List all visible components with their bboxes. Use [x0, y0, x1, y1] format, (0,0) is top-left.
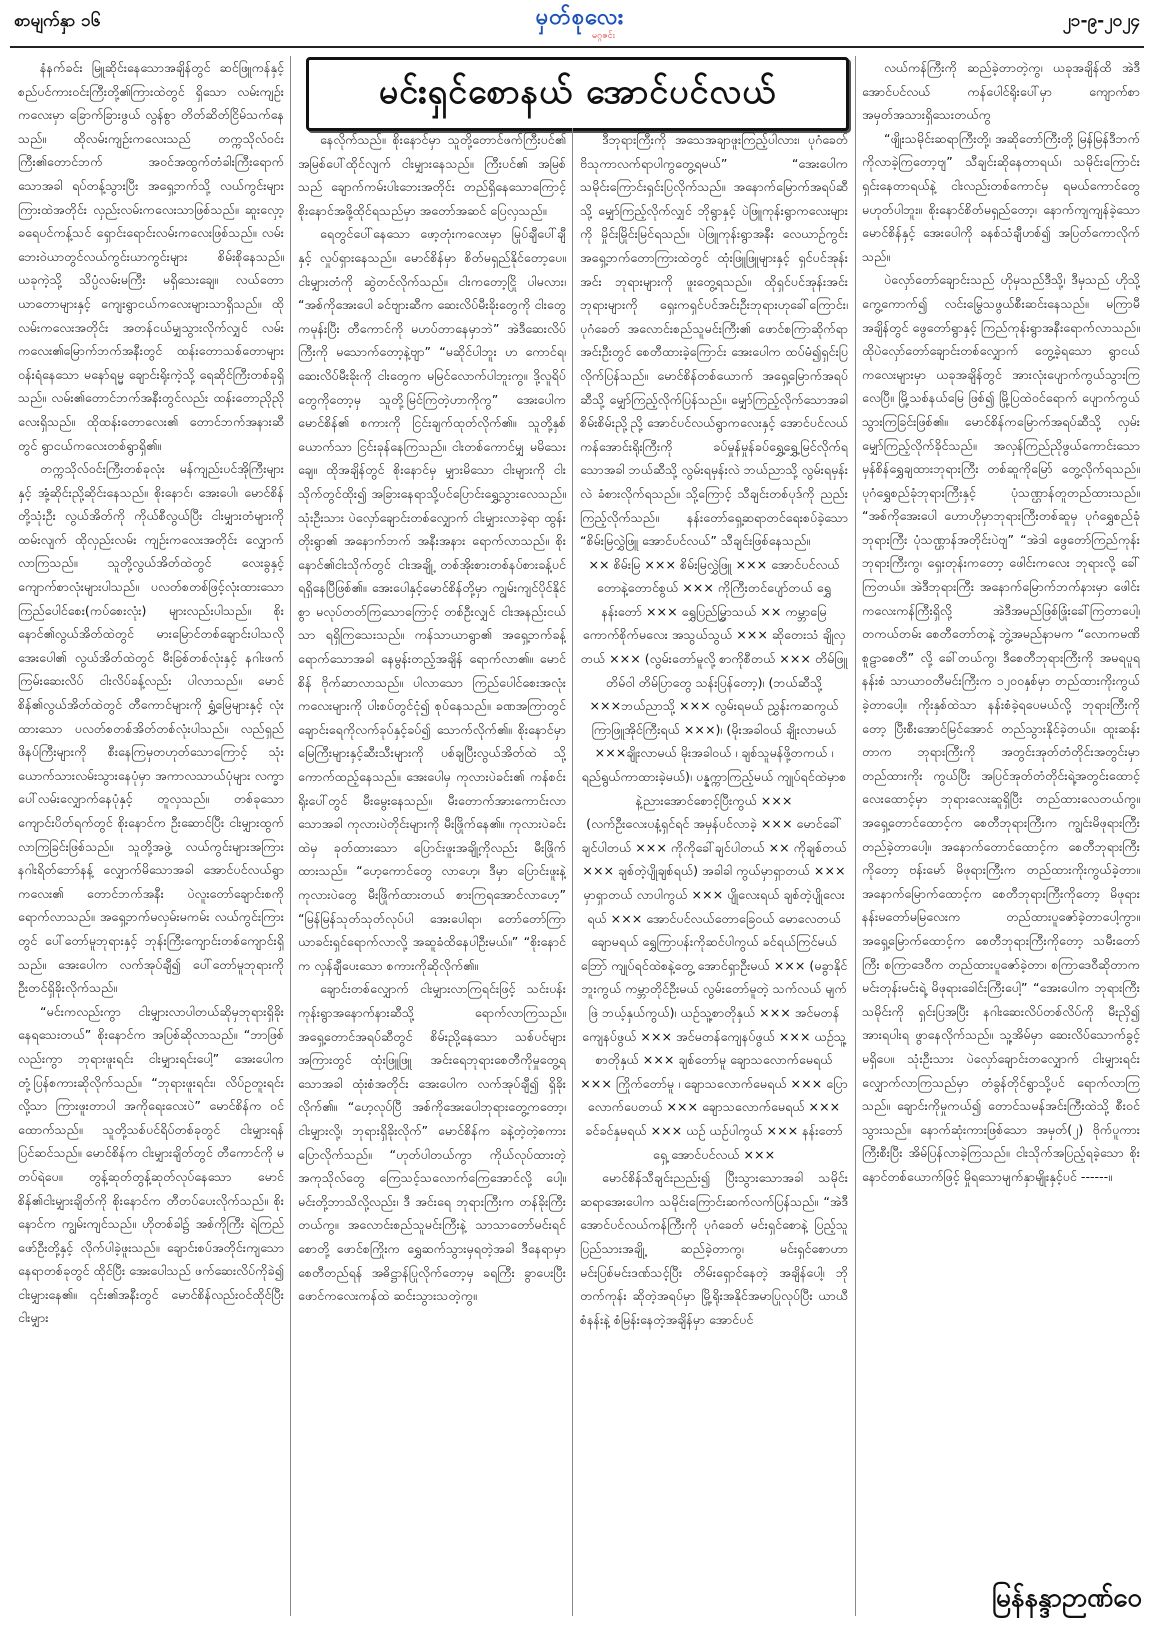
logo-text: မှတ်စုလေး — [535, 5, 625, 30]
author-byline: မြန်နန္ဒာဉာဏ်ဝေ — [991, 1583, 1142, 1613]
paragraph: ရေတွင်ပေါ်နေသော ဖော့တုံးကလေးမှာ မြုပ်ချီပေါ်ချီနှင့် လှုပ်ရှားနေသည်။ မောင်စိန်မှာ စိတ်မရှည်နိုင်တော့ပေ။ ငါးမျှားတံကို ဆွဲတင်လိုက်သည်။ ငါးကတော့ငြို ပါမလား၊ “အစ်ကိုအေးပေါ ခင်ဗျားဆီက ဆေးလိပ်မီးခိုးတွေကို ငါးတွေကမုန်းပြီး တီကောင်ကို မဟပ်တာနေမှာဘဲ” အဲဒီဆေးလိပ်ကြီးကို မသောက်တော့နဲ့ဗျာ” “မဆိုင်ပါဘူး ဟ ကောင်ရ၊ ဆေးလိပ်မီးခိုးကို ငါးတွေက မမြင်လောက်ပါဘူးကွ။ ဒို့လူရိပ်တွေကိုတော့မှ သူတို့မြင်ကြတဲ့ဟာကိုကွ” အေးပေါက မောင်စိန်၏ စကားကို ငြင်းချက်ထုတ်လိုက်၏။ သူတို့နှစ်ယောက်သာ ငြင်းခုန်နေကြသည်။ ငါးတစ်ကောင်မျှ မမိသေးချေ။ ထိုအချိန်တွင် စိုးနောင်မှ မျှားမိသော ငါးများကို ငါးသိုက်တွင်ထိုး၍ အခြားနေရာသို့ပင်ပြောင်းရွှေ့သွားလေသည်။ သုံးဦးသား ပဲလှော်ချောင်းတစ်လျှောက် ငါးမျှားလာခဲ့ရာ ထွန်းတိုးရွာ၏ အနောက်ဘက် အနီးအနား ရောက်လာသည်။ စိုးနောင်၏ငါးသိုက်တွင် ငါးအချို့ တစ်အိုးစားတစ်နပ်စားခန့်ပင် ရရှိနေပြီဖြစ်၏။ အေးပေါနှင့်မောင်စိန်တို့မှာ ကျွမ်းကျင်ပိုင်နိုင်စွာ မလုပ်တတ်ကြသောကြောင့် တစ်ဦးလျှင် ငါးအနည်းငယ်သာ ရရှိကြသေးသည်။ ကန်သာယာရွာ၏ အရှေ့ဘက်ခန့်ရောက်သောအခါ နေမွန်းတည့်အချိန် ရောက်လာ၏။ မောင်စိန် ဗိုက်ဆာလာသည်။ ပါလာသော ကြည်ပေါင်စေးအလုံးကလေးများကို ပါးစပ်တွင်ငုံ၍ စုပ်နေသည်။ ခဏအကြာတွင် ချောင်းရေကိုလက်ခုပ်နှင့်ခပ်၍ သောက်လိုက်၏။ စိုးနောင်မှာ မြေကြီးများနှင့်ဆီးသီးများကို ပစ်ချပြီးလွယ်အိတ်ထဲ သို့ကောက်ထည့်နေသည်။ အေးပေါမှ ကုလားပဲခင်း၏ ကန်စင်းရိုးပေါ်တွင် မီးမွေးနေသည်။ မီးတောက်အားကောင်းလာသောအခါ ကုလားပဲတိုင်းများကို မီးဖြိုက်နေ၏။ ကုလားပဲခင်းထဲမှ ခုတ်ထားသော ပြောင်းဖူးအချို့ကိုလည်း မီးဖြိုက်ထားသည်။ “ဟေ့ကောင်တွေ လာဟေ့၊ ဒီမှာ ပြောင်းဖူးနဲ့ကုလားပဲတွေ မီးဖြိုက်ထားတယ် စားကြရအောင်လာဟေ့” “မြန်မြန်သုတ်သုတ်လုပ်ပါ အေးပေါရာ၊ တော်တော်ကြာ ယာခင်းရှင်ရောက်လာလို့ အဆူခံထိနေပါဦးမယ်။” “စိုးနောင်က လှန်ချီပေးသော စကားကိုဆိုလိုက်၏။ — [298, 226, 566, 973]
logo-subtitle: မဂ္ဂဇင်း — [592, 31, 615, 41]
paragraph: ဒီဘုရားကြီးကို အသေအချာဖူးကြည့်ပါလား၊ ပုဂံခေတ်ဗိသုကာလက်ရာပါကွတွေ့ရမယ်” “အေးပေါက သမိုင်းကြောင်းရှင်းပြလိုက်သည်။ အနောက်မြောက်အရပ်ဆီသို့ မျှော်ကြည့်လိုက်လျှင် ဘိုရွာနှင့် ပဲဖြူကုန်းရွာကလေးများကို မှိုင်းမြိုင်းမြင်ရသည်။ ပဲဖြူကုန်းရွာအနီး လေယာဉ်ကွင်းအရှေ့ဘက်တောကြားထဲတွင် ထုံးဖြူဖြူများနှင့် ရှင်ပင်အုန်းအင်း ဘုရားများကို ဖူးတွေ့ရသည်။ ထိုရှင်ပင်အုန်းအင်း ဘုရားများကို ရှေးကရှင်ပင်အင်းဦးဘုရားဟုခေါ်ကြောင်း၊ ပုဂံခေတ် အလောင်းစည်သူမင်းကြီး၏ ဖောင်စကြာဆိုက်ရာအင်းဦးတွင် စေတီထားခဲ့ကြောင်း အေးပေါက ထပ်မံ၍ရှင်းပြလိုက်ပြန်သည်။ မောင်စိန်တစ်ယောက် အရှေ့မြောက်အရပ်ဆီသို့ မျှော်ကြည့်လိုက်ပြန်သည်။ မျှော်ကြည့်လိုက်သောအခါ စိမ်းစိမ်းညို့ညို့ အောင်ပင်လယ်ရွာကလေးနှင့် အောင်ပင်လယ်ကန်အောင်းရိုးကြီးကို ခပ်မှုန်မှုန်ခပ်ရွှေ့ရွှေ့မြင်လိုက်ရသောအခါ ဘယ်ဆီသို့ လွမ်းရမှန်းလဲ ဘယ်ညာသို့ လွမ်းရမှန်းလဲ ခံစားလိုက်ရသည်။ သို့ကြောင့် သီချင်းတစ်ပုဒ်ကို ညည်းကြည့်လိုက်သည်။ နန်းတော်ရှေ့ဆရာတင်ရေးစပ်ခဲ့သော “စိမ်းမြလွှဲဖြူ အောင်ပင်လယ်” သီချင်းဖြစ်နေသည်။ — [580, 132, 848, 549]
paragraph: “ဖျိုးသမိုင်းဆရာကြီးတို့၊ အဆိုတော်ကြီးတို့ မြန်မြန်ဒီဘက်ကိုလာခဲ့ကြတော့ဗျ” သီချင်းဆိုနေတာရယ်၊ သမိုင်းကြောင်းရှင်းနေတာရယ်နဲ့ ငါးလည်းတစ်ကောင်မှ ရမယ်ကောင်တွေ မဟုတ်ပါဘူး။ စိုးနောင်စိတ်မရှည်တော့၊ နောက်ကျကျန်ခဲ့သော မောင်စိန်နှင့် အေးပေါကို ခနစ်သံချီဟစ်၍ အပြတ်ကောလိုက်သည်။ — [862, 130, 1140, 264]
page-header — [0, 0, 1154, 50]
song-lyrics: ×× စိမ်းမြ ××× စိမ်းမြလွှဲဖြူ ××× အောင်ပင်လယ်တောနဲ့တောင်စွယ် ××× ကိုကြီးတင်ပျော်တယ် ရွှေနန်းတော် ××× ရွှေပြည်မြွှာသယ် ×× ကမ္ဘာမြေ ကောက်စိုက်မလေး အသွယ်သွယ် ××× ဆိုတေးသံ ချိုလှတယ် ××× (လွမ်းတော်မူလို့ စာကိုစီတယ် ××× တိမ်ဖြူတိမ်ဝါ တိမ်ပြာတွေ သန်းပြန်တော့)၊ (ဘယ်ဆီသို့ ×××ဘယ်ညာသို့ ××× လွမ်းရမယ် ညွှန်းကဆကွယ် ကြာဖြူအိုင်ကြီးရယ် ×××)၊ (မိုးအခါဝယ် ချိုးလာမယ် ×××ချိုးလာမယ် မိုးအခါဝယ် ၊ ချစ်သူမန်ဖို့တကယ် ၊ ရည်ရွယ်ကာထားခဲ့မယ်)၊ ပန္နက္ကာကြည့်မယ် ကျုပ်ရင်ထဲမှာစနဲ့ညားအောင်စောင့်ပြီးကွယ် ××× — [580, 556, 848, 808]
column-divider — [855, 56, 856, 1616]
paragraph: ချောင်းတစ်လျှောက် ငါးမျှားလာကြရင်းဖြင့် သင်းပန်းကုန်းရွာအနောက်နားဆီသို့ ရောက်လာကြသည်။ အရှေ့တောင်အရပ်ဆီတွင် စိမ်းညို့နေသော သစ်ပင်များအကြားတွင် ထုံးဖြူဖြူ အင်းရေဘုရားစေတီကိုမှုတွေ့ရသောအခါ ထုံးစံအတိုင်း အေးပေါက လက်အုပ်ချီ၍ ရှိခိုးလိုက်၏။ “ဟေ့လုပ်ပြီ အစ်ကိုအေးပေါဘုရားတွေ့ကတော့၊ ငါးမျှားလို့၊ ဘုရားရှိခိုးလိုက်” မောင်စိန်က ခနဲ့တဲ့တဲ့စကား ပြောလိုက်သည်။ “ဟုတ်ပါတယ်ကွာ ကိုယ်လုပ်ထားတဲ့ အကုသိုလ်တွေ ကြေသင့်သလောက်ကြေအောင်လို့ ပေါ့။ မင်းတို့ဘာသိလို့လည်း၊ ဒီ အင်းရေ ဘုရားကြီးက တန်ခိုးကြီးတယ်ကွ။ အလောင်းစည်သူမင်းကြီးနဲ့ သာသာတော်မင်းရင်စောတို့ ဖောင်စကြိုးက ရွှေဆက်သွားမှရတဲ့အခါ ဒီနေရာမှာ စေတီတည်ရန် အဓိဋ္ဌာန်ပြုလိုက်တော့မှ ခရကြီး ခွာပေးပြီး ဖောင်ကလေးကန်ထဲ ဆင်းသွားသတဲ့ကွ။ — [298, 981, 566, 1304]
paragraph: နေလိုက်သည်။ စိုးနောင်မှာ သူတို့တောင်ဖက်ကြီးပင်၏ အမြစ်ပေါ်ထိုင်လျက် ငါးမျှားနေသည်။ ကြီးပင်၏ အမြစ်သည် ချောက်ကမ်းပါးဘေးအတိုင်း တည်ရှိနေသောကြောင့် စိုးနောင်အဖို့ထိုင်ရသည်မှာ အတော်အဆင် ပြေလှသည်။ — [298, 132, 566, 218]
column-4 — [862, 56, 1140, 1576]
paragraph: နံနက်ခင်း မြူဆိုင်းနေသောအချိန်တွင် ဆင်ဖြူကန်နှင့် စည်ပင်ကားဝင်းကြီးတို့၏ကြားထဲတွင် ရှိသော လမ်းကျဉ်းကလေးမှာ ခြောက်ခြားဖွယ် လွန်စွာ တိတ်ဆိတ်ငြိမ်သက်နေသည်။ ထိုလမ်းကျဉ်းကလေးသည် တက္ကသိုလ်ဝင်းကြီး၏တောင်ဘက် အဝင်အထွက်တံခါးကြီးရောက်သောအခါ ရပ်တန့်သွားပြီး အရှေ့ဘက်သို့ လယ်ကွင်းများကြားထဲအတိုင်း လှည်းလမ်းကလေးသာဖြစ်သည်။ ဆူးလှော့ခရေပင်ကန့်သင် ရှောင်းရောင်းလမ်းကလေးဖြစ်သည်။ လမ်းဘေးဝဲယာတွင်လယ်ကွင်းယာကွင်းများ စိမ်းစိုနေသည်။ ယခုကဲ့သို့ သိပ္ပံလမ်းမကြီး မရှိသေးချေ။ လယ်တောယာတောများနှင့် ကျေးရွာငယ်ကလေးများသာရှိသည်။ ထိုလမ်းကလေးအတိုင်း အတန်ငယ်မျှသွားလိုက်လျှင် လမ်းကလေး၏မြောက်ဘက်အနီးတွင် ထန်းတောသစ်တောများ ဝန်းရံနေသော မနော်ရမ္မ ချောင်းရိုးကဲ့သို့ ရေဆိုင်ကြီးတစ်ခုရှိသည်။ လမ်း၏တောင်ဘက်အနီးတွင်လည်း ထန်းတောညိုညိုလေးရှိသည်။ ထိုထန်းတောလေး၏ တောင်ဘက်အနားဆီတွင် ရွာငယ်ကလေးတစ်ရွာရှိ၏။ — [18, 60, 284, 453]
paragraph: “မင်းကလည်းကွာ ငါးမျှားလာပါတယ်ဆိုမှဘုရားရှိခိုးနေရသေးတယ်” စိုးနောင်က အပြစ်ဆိုလာသည်။ “ဘာဖြစ်လည်းကွာ ဘုရားဖူးရင်း ငါးမျှားရင်းပေါ့” အေးပေါက တုံ့ပြန်စကားဆိုလိုက်သည်။ “ဘုရားဖူးရင်း၊ လိပ်ဥတူးရင်းလို့သာ ကြားဖူးတာပါ အကိုရေးလေးပဲ” မောင်စိန်က ဝင်ထောက်သည်။ သူတို့သစ်ပင်ရိပ်တစ်ခုတွင် ငါးမျှားရန် ပြင်ဆင်သည်။ မောင်စိန်က ငါးမျှားချိတ်တွင် တီကောင်ကို မတပ်ရဲပေ။ တွန့်ဆုတ်တွန့်ဆုတ်လုပ်နေသော မောင်စိန်၏ငါးမျှားချိတ်ကို စိုးနောင်က တီတပ်ပေးလိုက်သည်။ စိုးနောင်က ကျွမ်းကျင်သည်။ ဟိုတစ်ခါ၌ အစ်ကိုကြီး ရဲကြည်ဖော်ဦးတို့နှင့် လိုက်ပါခဲ့ဖူးသည်။ ချောင်းစပ်အတိုင်းကျသောနေရာတစ်ခုတွင် ထိုင်ပြီး အေးပေါသည် ဖက်ဆေးလိပ်ကိုခဲ၍ ငါးမျှားနေ၏။ ၎င်း၏အနီးတွင် မောင်စိန်လည်းဝင်ထိုင်ပြီး ငါးမျှား — [18, 1003, 284, 1326]
page-number: စာမျက်နှာ ၁၆ — [14, 11, 101, 31]
paragraph: တက္ကသိုလ်ဝင်းကြီးတစ်ခုလုံး မန်ကျည်းပင်အိုကြီးများနှင့် အုံ့ဆိုင်းညို့ဆိုင်းနေသည်။ စိုးနောင်၊ အေးပေါ၊ မောင်စိန်တို့သုံးဦး လွယ်အိတ်ကို ကိုယ်စီလွယ်ပြီး ငါးမျှားတံများကိုထမ်းလျက် ထိုလှည်းလမ်း ကျဉ်းကလေးအတိုင်း လျှောက်လာကြသည်။ သူတို့လွယ်အိတ်ထဲတွင် လေးခွနှင့် ကျောက်စာလုံးများပါသည်။ ပလတ်စတစ်ဖြင့်လုံးထားသောကြည်ပေါင်စေး(ကပ်စေးလုံး) များလည်းပါသည်။ စိုးနောင်၏လွယ်အိတ်ထဲတွင် မားမြောင်တစ်ချောင်းပါသလို အေးပေါ၏ လွယ်အိတ်ထဲတွင် မီးခြစ်တစ်လုံးနှင့် နဂါးဖက်ကြမ်းဆေးလိပ် ငါးလိပ်ခန့်လည်း ပါလာသည်။ မောင်စိန်၏လွယ်အိတ်ထဲတွင် တီကောင်များကို ရွှံ့မြေများနှင့် လုံးထားသော ပလတ်စတစ်အိတ်တစ်လုံးပါသည်။ လည်ရှည်ဖိနပ်ကြီးများကို စီးနေကြမှတဟုတ်သောကြောင့် သုံးယောက်သားလမ်းသွားနေပုံမှာ အကာလသာယ်ပုံများ လက္ခာပေါ်လမ်းလျှောက်နေပုံနှင့် တူလှသည်။ တစ်ခုသော ကျောင်းပိတ်ရက်တွင် စိုးနောင်က ဦးဆောင်ပြီး ငါးမျှားထွက်လာကြခြင်းဖြစ်သည်။ သူတို့အဖွဲ့ လယ်ကွင်းများအကြား နဂါးရိတ်ဘော်နန့် လျှောက်မိသောအခါ အောင်ပင်လယ်ရွာကလေး၏ တောင်ဘက်အနီး ပဲလူးတော်ချောင်းစကို ရောက်လာသည်။ အရှေ့ဘက်မလှမ်းမကမ်း လယ်ကွင်းကြားတွင် ပေါ်တော်မူဘုရားနှင့် ဘုန်းကြီးကျောင်းတစ်ကျောင်းရှိသည်။ အေးပေါက လက်အုပ်ချီ၍ ပေါ်တော်မူဘုရားကို ဦးတင်ရှိခိုးလိုက်သည်။ — [18, 461, 284, 996]
column-divider — [572, 128, 573, 1616]
paragraph: မောင်စိန်သီချင်းညည်း၍ ပြီးသွားသောအခါ သမိုင်းဆရာအေးပေါက သမိုင်းကြောင်းဆက်လက်ပြန်သည်။ “အဲဒီ အောင်ပင်လယ်ကန်ကြီးကို ပုဂံခေတ် မင်းရှင်စောနဲ့ ပြည့်သူပြည်သားအချို့ ဆည်ခဲ့တာကွ၊ မင်းရှင်စောဟာ မင်းပြစ်မင်းဒဏ်သင့်ပြီး တိမ်းရှောင်နေတဲ့ အချိန်ပေါ့၊ ဘိုတက်ကုန်း ဆိုတဲ့အရပ်မှာ မြို့ရိုးအနိုင်အမာပြုလုပ်ပြီး ယာယီစံနန်းနဲ့ စံမြန်းနေတဲ့အချိန်မှာ အောင်ပင် — [580, 1170, 848, 1327]
masthead-logo — [500, 2, 660, 46]
paragraph: ပဲလှော်တော်ချောင်းသည် ဟိုမှသည်ဒီသို့၊ ဒီမှသည် ဟိုသို့ကွေ့ကောက်၍ လင်းမြွေသဖွယ်စီးဆင်းနေသည်။ မကြာမီအချိန်တွင် ဖွေတော်ရွာနှင့် ကြည်ကုန်းရွာအနီးရောက်လာသည်။ ထိုပဲလှော်တော်ချောင်းတစ်လျှောက် တွေ့ခဲ့ရသော ရွာငယ်ကလေးများမှာ ယခုအချိန်တွင် အားလုံးပျောက်ကွယ်သွားကြလေပြီ။ မြို့သစ်နယ်မြေ ဖြစ်၍ မြို့ပြထဲဝင်ရောက် ပျောက်ကွယ်သွားကြခြင်းဖြစ်၏။ မောင်စိန်ကမြောက်အရပ်ဆီသို့ လှမ်းမျှော်ကြည့်လိုက်ခိုင်သည်။ အလှန်ကြည်ညိုဖွယ်ကောင်းသော မှန်စိန်ရွှေချထားဘုရားကြီး တစ်ဆူကိုမြော် တွေ့လိုက်ရသည်။ ပုဂံရွှေစည်ခုံဘုရားကြီးနှင့် ပုံသဏ္ဌာန်တူတည်ထားသည်။ “အစ်ကိုအေးပေါ ဟောဟိုမှာဘုရားကြီးတစ်ဆူမှ ပုဂံရွှေစည်ခုံဘုရားကြီး ပုံသဏ္ဌာန်အတိုင်းပဲဗျ” “အဲဒါ ဖွေတော်ကြည်ကုန်း ဘုရားကြီးကွ၊ ရှေးတုန်းကတော့ ဖေါင်းကလေး ဘုရားလို့ ခေါ်ကြတယ်။ အဲဒီဘုရားကြီး အနောက်မြောက်ဘက်နားမှာ ဖေါင်းကလေးကန်ကြီးရှိလို့ အဲဒီအမည်ဖြစ်ဖြုံးခေါ်ကြတာပေါ့၊ တကယ်တမ်း စေတီတော်တနဲ့ ဘွဲ့အမည်နာမက “လောကမဏိစူဠာစေတီ” လို့ ခေါ်တယ်ကွ၊ ဒီစေတီဘုရားကြီးကို အမရပူရနန်းစံ သာယာဝတီမင်းကြီးက ၁၂၀၀နှစ်မှာ တည်ထားကိုးကွယ်ခဲ့တာပေါ့။ ကိုးနှစ်ထဲသာ နန်းစံခဲ့ရပေမယ်လို့ ဘုရားကြီးကိုတော့ ပြီးစီးအောင်မြင်အောင် တည်သွားနိုင်ခဲ့တယ်။ ထူးဆန်းတာက ဘုရားကြီးကို အတွင်းအုတ်တံတိုင်းအတွင်းမှာ တည်ထားကိုး ကွယ်ပြီး အပြင်အုတ်တံတိုင်းရဲ့အတွင်းထောင့် လေးထောင့်မှာ ဘုရားလေးဆူရှိပြီး တည်ထားလေတယ်ကွ။ အရှေ့တောင်ထောင့်က စေတီဘုရားကြီးက ကျွင်းမိဖုရားကြီး တည်ခဲ့တာပေါ့။ အနောက်တောင်ထောင့်က စေတီဘုရားကြီးကိုတော့ ဗန်းမော် မိဖုရားကြီးက တည်ထားကိုးကွယ်ခဲ့တာ။ အနောက်မြောက်ထောင့်က စေတီဘုရားကြီးကိုတော့ မိဖုရားနန်းမတော်မမြလေးက တည်ထားပူဇော်ခဲ့တာပေါ့ကွာ။ အရှေ့မြောက်ထောင့်က စေတီဘုရားကြီးကိုတော့ သမီးတော်ကြီး စကြာဒေဝီက တည်ထားပူဇော်ခဲ့တာ၊ စကြာဒေဝီဆိုတာက မင်းတုန်းမင်းရဲ့ မိဖုရားခေါင်းကြီးပေါ့” “အေးပေါက ဘုရားကြီးသမိုင်းကို ရှင်းပြအပြီး နဂါးဆေးလိပ်တစ်လိပ်ကို မီးညှိ၍ အားရပါးရ ဖွာနေလိုက်သည်။ သူ့အိမ်မှာ ဆေးလိပ်သောက်ခွင့်မရှိပေ။ သုံးဦးသား ပဲလှော်ချောင်းတလျှောက် ငါးမျှားရင်း လျှောက်လာကြသည်မှာ တံခွန်တိုင်ရွာသို့ပင် ရောက်လာကြသည်။ ချောင်းကိုမှုကယ်၍ တောင်သမန်အင်းကြီးထဲသို့ စီးဝင်သွားသည်။ နောက်ဆုံးကားဖြစ်သော အမှတ်(၂) ဗိုက်ပူကားကြီးစီးပြီး အိမ်ပြန်လာခဲ့ကြသည်။ ငါးသိုက်အပြည့်ရခဲ့သော စိုးနောင်တစ်ယောက်ဖြင့် မှိုရသောမျက်နှာမျိုးနှင့်ပင် ------။ — [862, 272, 1140, 1184]
header-rule — [10, 46, 1144, 48]
column-divider — [290, 56, 291, 1616]
paragraph: လယ်ကန်ကြီးကို ဆည်ခဲ့တာတဲ့ကွ၊ ယခုအချိန်ထိ အဲဒီအောင်ပင်လယ် ကန်ပေါင်ရိုးပေါ်မှာ ကျောက်စာ အမှတ်အသားရှိသေးတယ်ကွ — [862, 60, 1140, 123]
article-title: မင်းရှင်စောနယ် အောင်ပင်လယ် — [306, 57, 849, 131]
column-2 — [298, 128, 566, 1618]
issue-date: ၂၁-၉-၂၀၂၄ — [1062, 11, 1140, 31]
column-1 — [18, 56, 284, 1618]
song-lyrics: (လက်ဦးလေးပနံ့ရှင်ရင် အမှန်ပင်လာခဲ့ ××× မောင်ခေါ်ချင်ပါတယ် ××× ကိုကိုခေါ်ချင်ပါတယ် ×× ကိုချစ်တယ် ××× ချစ်တဲ့ပျိုချစ်ရယ်) အခါခါ ကွယ်မှာရှာတယ် ××× မှာရှာတယ် လာပါကွယ် ××× ပျိုလေးရယ် ချစ်တဲ့ပျိုလေးရယ် ××× အောင်ပင်လယ်တောခြေဝယ် မောလေတယ်ချောမရယ် ရွှေကြာပန်းကိုဆင်ပါကွယ် ခင်ရယ်ကြင်မယ် ဘြော် ကျုပ်ရင်ထဲစနဲ့တွေ့ အောင်ရှာဦးမယ် ××× (မခွာနိုင်ဘူးကွယ် ကမ္ဘာတိုင်ဦးမယ် လွမ်းတော်မူတဲ့ သက်လယ် မျက်ဖြဲ ဘယ့်နှယ်ကွယ်)၊ ယဉ်သူ့စာတိုနှယ် ××× အင်မတန်ကျေနပ်ဖွယ် ××× အင်မတန်ကျေနပ်ဖွယ် ××× ယဉ်သူ့စာတိုနှယ် ××× ချစ်တော်မူ ချောသလောက်မေရယ် ××× ကြိုက်တော်မူ ၊ ချောသလောက်မေရယ် ××× ပြောလောက်ပေတယ် ××× ချောသလောက်မေရယ် ××× ခင်ခင်နှမရယ် ××× ယဉ် ယဉ်ပါကွယ် ××× နန်းတော်ရှေ့ အောင်ပင်လယ် ××× — [580, 816, 848, 1162]
column-3 — [580, 128, 848, 1618]
